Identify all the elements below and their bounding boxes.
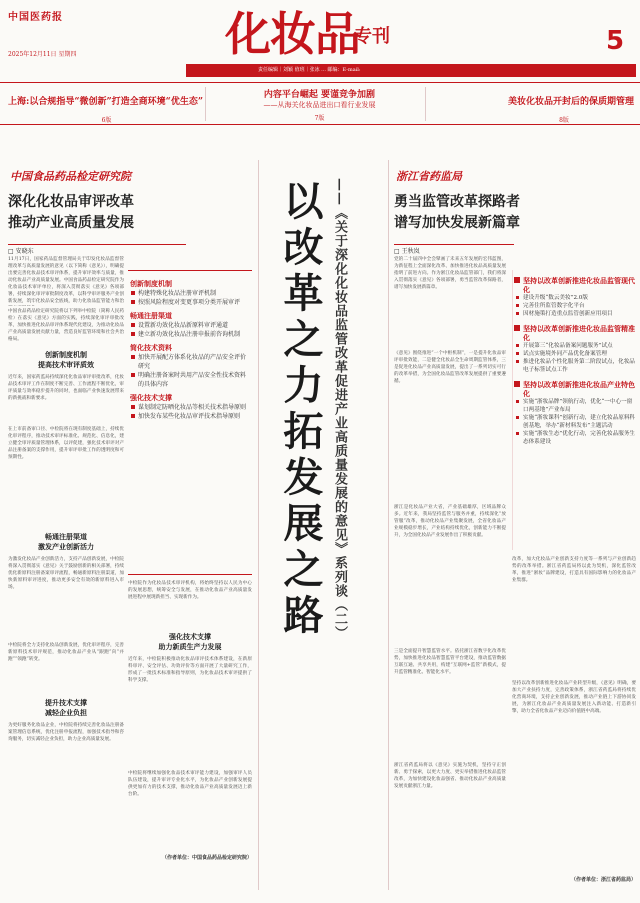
sidebar-heading: 强化技术支撑 xyxy=(130,393,172,402)
subheading-line: 提高技术审评质效 xyxy=(38,360,94,369)
key-points-box xyxy=(128,270,252,575)
right-headline-line2: 谱写加快发展新篇章 xyxy=(394,215,520,231)
box-heading: 坚持以改革创新推进化妆品产业特色化 xyxy=(513,380,636,398)
subheading-line: 减轻企业负担 xyxy=(45,708,87,717)
sidebar-item: 加快开展配方体系化妆品的产品安全评价研究 xyxy=(130,353,250,371)
box-item: 建设升级“数云美妆”2.0版 xyxy=(513,294,636,302)
subheading xyxy=(8,532,124,552)
subheading xyxy=(128,632,252,652)
masthead-divider xyxy=(0,82,640,83)
box-item: 推进化妆品个性化服务第二阶段试点，化妆品电子标签试点工作 xyxy=(513,358,636,374)
section-title: 化妆品 xyxy=(225,7,360,61)
issue-date: 2025年12月11日 星期四 xyxy=(8,51,77,58)
left-headline-line2: 推动产业高质量发展 xyxy=(8,215,134,231)
sidebar-item: 设置新功效化妆品新原料审评通道 xyxy=(130,321,250,330)
right-headline xyxy=(394,192,520,234)
box-item: 完善住所监管数字化平台 xyxy=(513,302,636,310)
paragraph: 中国食品药品检定研究院将以下列举中检院（简称人民药检）在落实《意见》方面的实践，持续深化审评审批改革，加快推进化妆品审评体系现代化建设，为推动化妆品产业高质量发展贡献力量，营造良好监管环境和社会共治格局。 xyxy=(8,309,124,342)
right-column-2 xyxy=(512,556,636,892)
teaser-page: 7版 xyxy=(314,115,325,122)
feature-subtitle: ——《关于深化化妆品监管改革促进产业高质量发展的意见》系列谈（二） xyxy=(332,178,347,640)
paragraph: 近年来，国家药监局持续深化化妆品审评审批改革，化妆品技术审评工作在制度不断完善、工作流程不断优化，审评质量与效率稳步提升的同时，也面临产业快速发展带来的新挑战和新要求。 xyxy=(8,375,124,401)
teaser-1[interactable] xyxy=(8,87,206,124)
paragraph: 改革，加大化妆品产业创新支持力度等一系列与产业创新趋势的改革举措。浙江省药监局将以此为契机，深化监管改革，推进“浙妆”品牌建设，打造具有国际影响力的化妆品产业集群。 xyxy=(512,557,636,583)
box-item: 因材施策打造重点监管创新应用项目 xyxy=(513,310,636,318)
box-item: 实施“浙妆品牌”领航行动，优化“一中心一窗口两基地”产业布局 xyxy=(513,398,636,414)
sidebar-heading: 畅通注册渠道 xyxy=(130,311,172,320)
left-kicker: 中国食品药品检定研究院 xyxy=(10,170,131,183)
section-subtitle: 专刊 xyxy=(354,26,390,47)
subheading xyxy=(8,350,124,370)
right-column-1 xyxy=(394,256,506,892)
right-headline-line1: 勇当监管改革探路者 xyxy=(394,194,520,210)
sidebar-item: 构建特殊化妆品注册审评机制 xyxy=(130,289,250,298)
author-note: （作者单位：浙江省药监局） xyxy=(570,877,636,883)
sidebar-heading: 简化技术资料 xyxy=(130,343,172,352)
subheading-line: 助力新质生产力发展 xyxy=(158,642,222,651)
box-item: 实施“浙妆生态”优化行动，完善化妆品服务生态体系建设 xyxy=(513,430,636,446)
left-column-2 xyxy=(128,580,252,890)
right-kicker: 浙江省药监局 xyxy=(396,170,462,183)
sidebar-item: 谋划制定防晒化妆品等相关技术指导原则 xyxy=(130,403,250,412)
sidebar-item: 按照风险程度对变更事项分类开展审评 xyxy=(130,298,250,307)
teaser-title: 上海:以合规指导“微创新”打造全商环境“优生态” xyxy=(8,97,204,107)
newspaper-logo: 中国医药报 xyxy=(8,12,63,23)
teaser-2[interactable] xyxy=(214,87,426,121)
paragraph: 浙江是化妆品产业大省，产业基础雄厚，区域品牌众多。近年来，我局坚持监管与服务并重，持续深化“放管服”改革，推动化妆品产业集聚发展，全省化妆品产业规模稳步增长，产业结构持续优化，创新能力不断提升，为全国化妆品产业发展作出了积极贡献。 xyxy=(394,505,506,538)
subheading xyxy=(8,698,124,718)
teaser-page: 8版 xyxy=(559,117,569,124)
box-item: 试点实施境外同产品优化备案管理 xyxy=(513,350,636,358)
paragraph: 《意见》围绕推进“一个中枢机制”，一是提升化妆品审评审批效能，二是健全化妆品全生命周期监管体系，三是促进化妆品产业高质量发展，提出了一系列切实可行的改革举措，为全国化妆品监管改革发展提供了重要遵循。 xyxy=(394,351,506,384)
subheading-line: 畅通注册渠道 xyxy=(45,532,87,541)
subheading-line: 强化技术支撑 xyxy=(169,632,211,641)
paragraph: 近年来，中检院积极推动化妆品审评技术体系建设，在新原料审评、安全评估、功效评价等方面开展了大量研究工作，形成了一批技术标准和指导原则，为化妆品技术审评提供了科学支撑。 xyxy=(128,657,252,683)
measures-box xyxy=(512,270,636,550)
paragraph: 浙江省药监局将以《意见》实施为契机，坚持守正创新、勇于探索，以更大力度、更实举措推进化妆品监管改革，为加快建设化妆品强省、推动化妆品产业高质量发展贡献浙江力量。 xyxy=(394,763,506,789)
column-divider xyxy=(258,160,259,890)
author-note: （作者单位：中国食品药品检定研究院） xyxy=(161,855,252,861)
paragraph: 坚持以改革创新推进化妆品产业转型升级，《意见》明确，要加大产业扶持力度，完善政策体系，浙江省药监局将持续优化营商环境，支持企业创新发展，推动产业链上下游协同发展，为浙江化妆品产业高质量发展注入新动能、打造新引擎，助力全省化妆品产业迈向价值链中高端。 xyxy=(512,681,636,714)
sidebar-item: 加快发布某些化妆品审评技术指导原则 xyxy=(130,412,250,421)
subheading-line: 创新制度机制 xyxy=(45,350,87,359)
sidebar-item: 明确注册备案时共用产品安全性技术资料的具体内容 xyxy=(130,371,250,389)
sidebar-item: 建立新功效化妆品注册申报前咨询机制 xyxy=(130,330,250,339)
paragraph: 中检院作为化妆品技术审评机构，将始终坚持以人民为中心的发展思想，统筹安全与发展，在推动化妆品产业高质量发展进程中展现新担当、实现新作为。 xyxy=(128,581,252,600)
editor-info-bar: 责任编辑｜刘颖 值班｜张冰 ... 邮编：E-mail: xyxy=(186,64,636,77)
left-headline-line1: 深化化妆品审评改革 xyxy=(8,194,134,210)
box-heading: 坚持以改革创新推进化妆品监管精准化 xyxy=(513,324,636,342)
subheading-line: 激发产业创新活力 xyxy=(38,542,94,551)
paragraph: 中检院将全力支持化妆品创新发展，优化审评程序，完善新原料技术审评规范，推动化妆品产业从“跟跑”向“并跑”“领跑”转变。 xyxy=(8,643,124,662)
right-byline: □ 王秋岚 xyxy=(394,244,514,255)
box-heading: 坚持以改革创新推进化妆品监管现代化 xyxy=(513,276,636,294)
feature-title: 以改革之力拓发展之路 xyxy=(277,180,324,640)
teaser-title: 美妆化妆品开封后的保质期管理 xyxy=(507,97,634,107)
box-item: 实施“浙妆课科”创新行动，建立化妆品原料科创基地，举办“新材料发布”主题活动 xyxy=(513,414,636,430)
page-number: 5 xyxy=(606,26,625,56)
teaser-page: 6版 xyxy=(101,117,112,124)
teaser-divider xyxy=(0,124,640,125)
left-column-1 xyxy=(8,256,124,886)
teaser-3[interactable] xyxy=(434,87,634,124)
paragraph: 党的二十届四中全会擘画了未来五年发展的宏伟蓝图，为新征程上全面深化改革、加快推进化妆品高质量发展指明了前进方向。作为浙江化妆品监管部门，我们将深入贯彻落实《意见》各项部署，勇当监管改革探路者，谱写加快发展新篇章。 xyxy=(394,257,506,290)
sidebar-heading: 创新制度机制 xyxy=(130,279,172,288)
paragraph: 在上市前备审口径、中检院将在现有制度基础上，持续优化审评程序，推动技术审评标准化、规范化、信息化，建立健全审评质量管理体系，以评促建，强化技术审评对产品注册备案的支撑作用，提升审评审批工作的透明度和可预期性。 xyxy=(8,427,124,460)
paragraph: 中检院将继续加强化妆品技术审评能力建设，加强审评人员队伍建设，提升审评专业化水平，为化妆品产业创新发展提供更加有力的技术支撑，推动化妆品产业高质量发展迈上新台阶。 xyxy=(128,771,252,797)
subheading-line: 提升技术支撑 xyxy=(45,698,87,707)
left-headline xyxy=(8,192,208,234)
paragraph: 三是全面提升智慧监管水平。依托浙江省数字化改革优势，加快推进化妆品智慧监管平台建设，推动监管数据互联互通、共享共用，构建“互联网+监管”新模式，提升监管精准化、智能化水平。 xyxy=(394,649,506,675)
teaser-subtitle: ——从海关化妆品进出口看行业发展 xyxy=(263,101,376,109)
paragraph: 为激发化妆品产业创新活力，支持产品创新发展，中检院将深入贯彻落实《意见》关于鼓励创新的相关部署，持续优化新原料注册备案审评流程，畅通新原料注册渠道，加快新原料审评进度，推动更多安全有效的新原料进入市场。 xyxy=(8,557,124,590)
paragraph: 为更好服务化妆品企业，中检院将持续完善化妆品注册备案管理信息系统，优化注册申报流程，加强技术指导和咨询服务，切实减轻企业负担，助力企业高质量发展。 xyxy=(8,723,124,742)
paragraph: 11月17日，国家药品监督管理局关于印发化妆品监督管理改革与高质量发展的意见（以下简称《意见》），明确提出要完善化妆品技术审评体系，提升审评效率与质量，推动化妆品产业高质量发展。中国食品药品检定研究院作为化妆品技术审评单位，将深入贯彻落实《意见》各项部署，持续深化审评审批制度改革，以科学审评服务产业创新发展，筑牢化妆品安全底线，助力化妆品监管能力和治 xyxy=(8,257,124,304)
left-byline: □ 安晓东 xyxy=(8,244,186,255)
column-divider xyxy=(388,160,389,890)
box-item: 开展第三“化妆品备案问题服务”试点 xyxy=(513,342,636,350)
teaser-title: 内容平台崛起 要谨竞争加剧 xyxy=(263,90,376,100)
